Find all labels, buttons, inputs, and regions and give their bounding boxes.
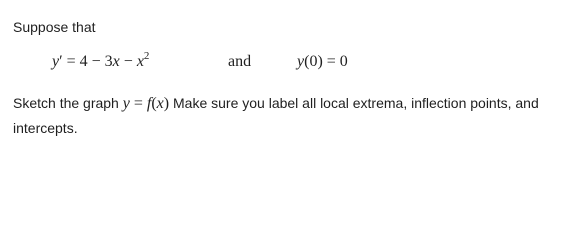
differential-equation (52, 50, 150, 71)
eq-coef: 3 (104, 53, 113, 70)
eq-minus-1: − (91, 53, 101, 70)
initial-condition (297, 53, 348, 71)
intro-text: Suppose that (13, 19, 96, 35)
eq-y: y (52, 53, 60, 70)
instructions-lead: Sketch the graph (13, 95, 119, 111)
graph-equals: = (133, 95, 143, 112)
eq-x1: x (112, 53, 120, 70)
graph-y: y (122, 95, 130, 112)
ic-y: y (297, 53, 305, 70)
instructions-rest: Make sure you label all local extrema, inflection points, and intercepts. (13, 95, 539, 136)
graph-x: x (156, 95, 164, 112)
ic-value: 0 (339, 53, 348, 70)
ic-equals: = (326, 53, 336, 70)
instructions-text (13, 91, 553, 141)
graph-paren-close: ) (163, 95, 170, 112)
graph-f: f (146, 95, 152, 112)
eq-equals: = (66, 53, 76, 70)
equation-line (0, 50, 561, 77)
eq-exponent: 2 (143, 50, 150, 62)
eq-x2: x (136, 53, 144, 70)
eq-const: 4 (79, 53, 88, 70)
graph-equation (123, 95, 169, 112)
ic-arg: (0) (304, 53, 323, 70)
eq-minus-2: − (123, 53, 133, 70)
connector-and: and (228, 53, 252, 70)
graph-paren-open: ( (151, 95, 157, 112)
eq-prime: ′ (59, 53, 63, 70)
